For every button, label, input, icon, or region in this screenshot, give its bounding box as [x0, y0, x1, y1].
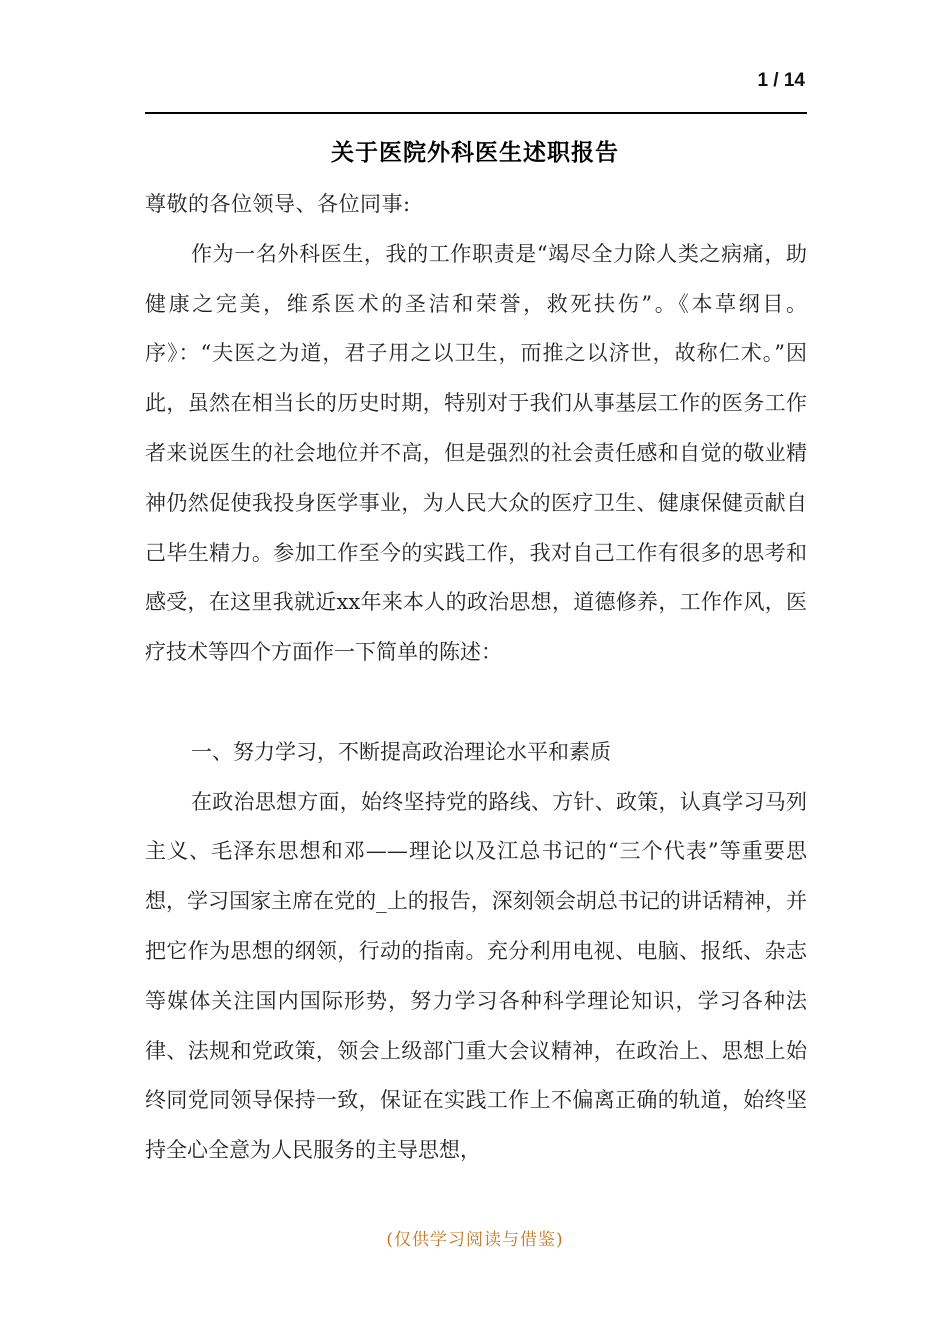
header-divider	[145, 112, 807, 114]
document-title: 关于医院外科医生述职报告	[331, 139, 619, 166]
body-paragraph-intro: 作为一名外科医生，我的工作职责是“竭尽全力除人类之病痛，助健康之完美，维系医术的圣洁和荣誉，救死扶伤”。《本草纲目。序》：“夫医之为道，君子用之以卫生，而推之以济世，故称仁术。”因此，虽然在相当长的历史时期，特别对于我们从事基层工作的医务工作者来说医生的社会地位并不高，但是强烈的社会责任感和自觉的敬业精神仍然促使我投身医学事业，为人民大众的医疗卫生、健康保健贡献自己毕生精力。参加工作至今的实践工作，我对自己工作有很多的思考和感受，在这里我就近xx年来本人的政治思想，道德修养，工作作风，医疗技术等四个方面作一下简单的陈述：	[145, 241, 807, 665]
page-number: 1 / 14	[757, 70, 805, 91]
paragraph-spacer	[145, 678, 807, 728]
document-body	[145, 180, 807, 1176]
footer-note: (仅供学习阅读与借鉴)	[386, 1230, 564, 1250]
body-paragraph-politics: 在政治思想方面，始终坚持党的路线、方针、政策，认真学习马列主义、毛泽东思想和邓——理论以及江总书记的“三个代表”等重要思想，学习国家主席在党的_上的报告，深刻领会胡总书记的讲话精神，并把它作为思想的纲领，行动的指南。充分利用电视、电脑、报纸、杂志等媒体关注国内国际形势，努力学习各种科学理论知识，学习各种法律、法规和党政策，领会上级部门重大会议精神，在政治上、思想上始终同党同领导保持一致，保证在实践工作上不偏离正确的轨道，始终坚持全心全意为人民服务的主导思想，	[145, 789, 807, 1163]
section-heading: 一、努力学习，不断提高政治理论水平和素质	[191, 739, 611, 764]
greeting-line: 尊敬的各位领导、各位同事:	[145, 192, 411, 216]
